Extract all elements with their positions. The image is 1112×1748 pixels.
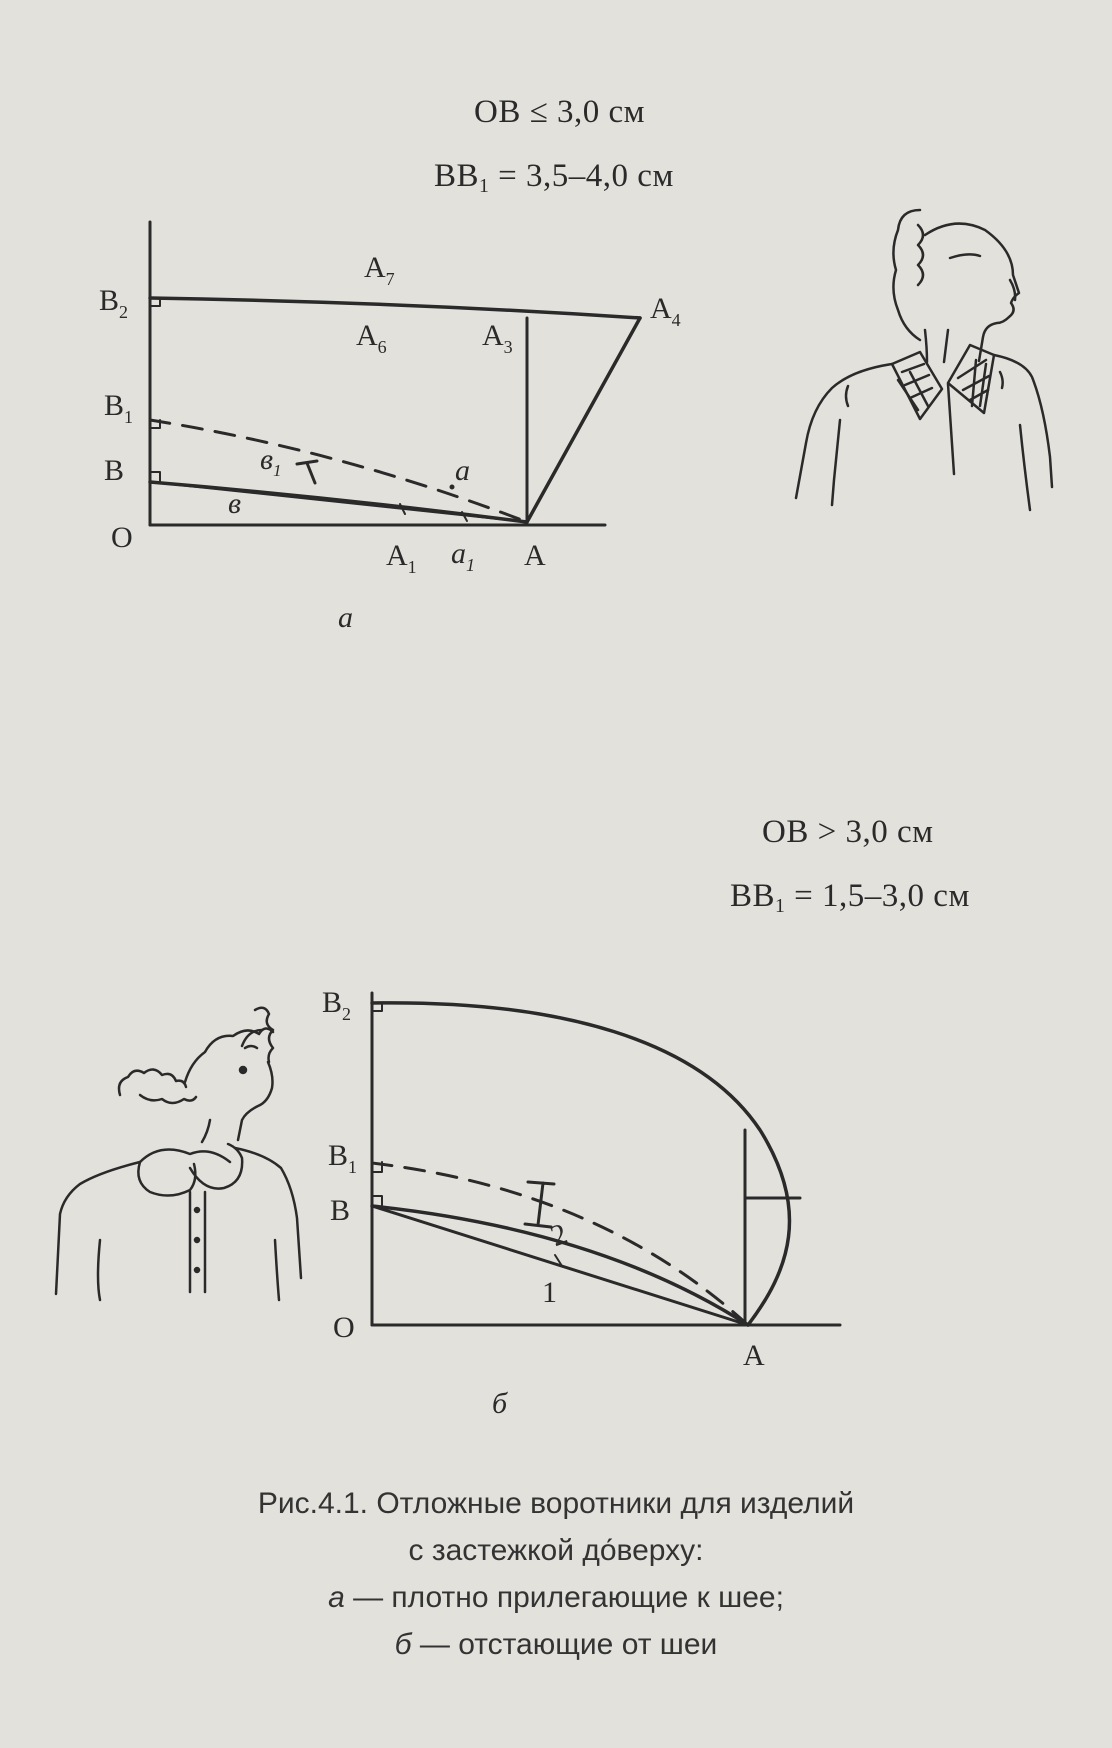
figure-caption [0,1480,1112,1668]
label-a-v1: $в_1$ [260,443,282,480]
label-a-a4: $А_4$ [650,292,681,330]
figure-b [372,993,840,1325]
caption-line-3 [0,1574,1112,1621]
caption-line-4-text: — отстающие от шеи [411,1628,718,1661]
label-b-b: В [330,1194,351,1227]
label-a-o: О [111,521,133,554]
label-a-a3: $А_3$ [482,319,513,357]
formula-b2-lhs: ВВ [730,878,776,914]
formula-b2-rhs: 1,5–3,0 см [822,878,970,914]
figure-a [150,222,640,525]
formula-a2-lhs-sub: 1 [479,175,490,197]
caption-line-4 [0,1621,1112,1668]
label-b-2: 2 [546,1217,572,1254]
illustration-a-woman [796,210,1052,510]
label-a-b2: $В_2$ [99,284,129,322]
label-a-a: А [524,539,546,572]
caption-line-2: с застежкой до́верху: [408,1534,704,1567]
illustration-b-woman [56,1008,301,1300]
label-a-a1: $А_1$ [386,539,417,577]
formula-a2-lhs: ВВ [434,158,480,194]
label-a-small-a1: $а_1$ [451,537,475,575]
caption-line-3-letter: а [328,1581,345,1614]
label-a-b: В [104,454,125,487]
label-b-b1: $В_1$ [328,1139,358,1177]
caption-line-3-text: — плотно прилегающие к шее; [344,1581,784,1614]
figure-a-dashed-neckline [150,420,527,522]
label-b-o: О [333,1311,355,1344]
figure-a-caption-letter: а [338,601,353,634]
formula-b1-lhs: ОВ [762,814,809,850]
figure-a-a4-a-line [527,318,640,522]
formula-a2-rhs: 3,5–4,0 см [526,158,674,194]
formula-b1-rel: > [817,814,837,850]
formula-b2-rel: = [794,878,814,914]
figure-b-caption-letter: б [492,1387,508,1420]
figure-a-dot [450,485,454,489]
label-a-small-a: а [455,454,470,487]
formula-b2-lhs-sub: 1 [775,895,786,917]
formula-a2-rel: = [498,158,518,194]
figure-a-top-edge [150,298,640,318]
caption-line-1: Рис.4.1. Отложные воротники для изделий [257,1487,855,1520]
figure-a-labels [99,251,681,634]
label-b-a: А [743,1339,765,1372]
figure-b-outer-edge [372,1003,790,1325]
label-b-b2: $В_2$ [322,986,352,1024]
label-a-b1: $В_1$ [104,389,134,427]
formula-a1-rel: ≤ [529,94,549,130]
formula-a1-lhs: ОВ [474,94,521,130]
label-b-1: 1 [542,1276,557,1309]
label-a-a6: $А_6$ [356,319,387,357]
figure-a-t-mark [297,461,317,483]
formula-a1-rhs: 3,0 см [556,94,645,130]
label-a-a7: $А_7$ [364,251,395,289]
label-a-v: в [228,487,242,520]
caption-line-4-letter: б [394,1628,412,1661]
formula-b1-rhs: 3,0 см [845,814,934,850]
